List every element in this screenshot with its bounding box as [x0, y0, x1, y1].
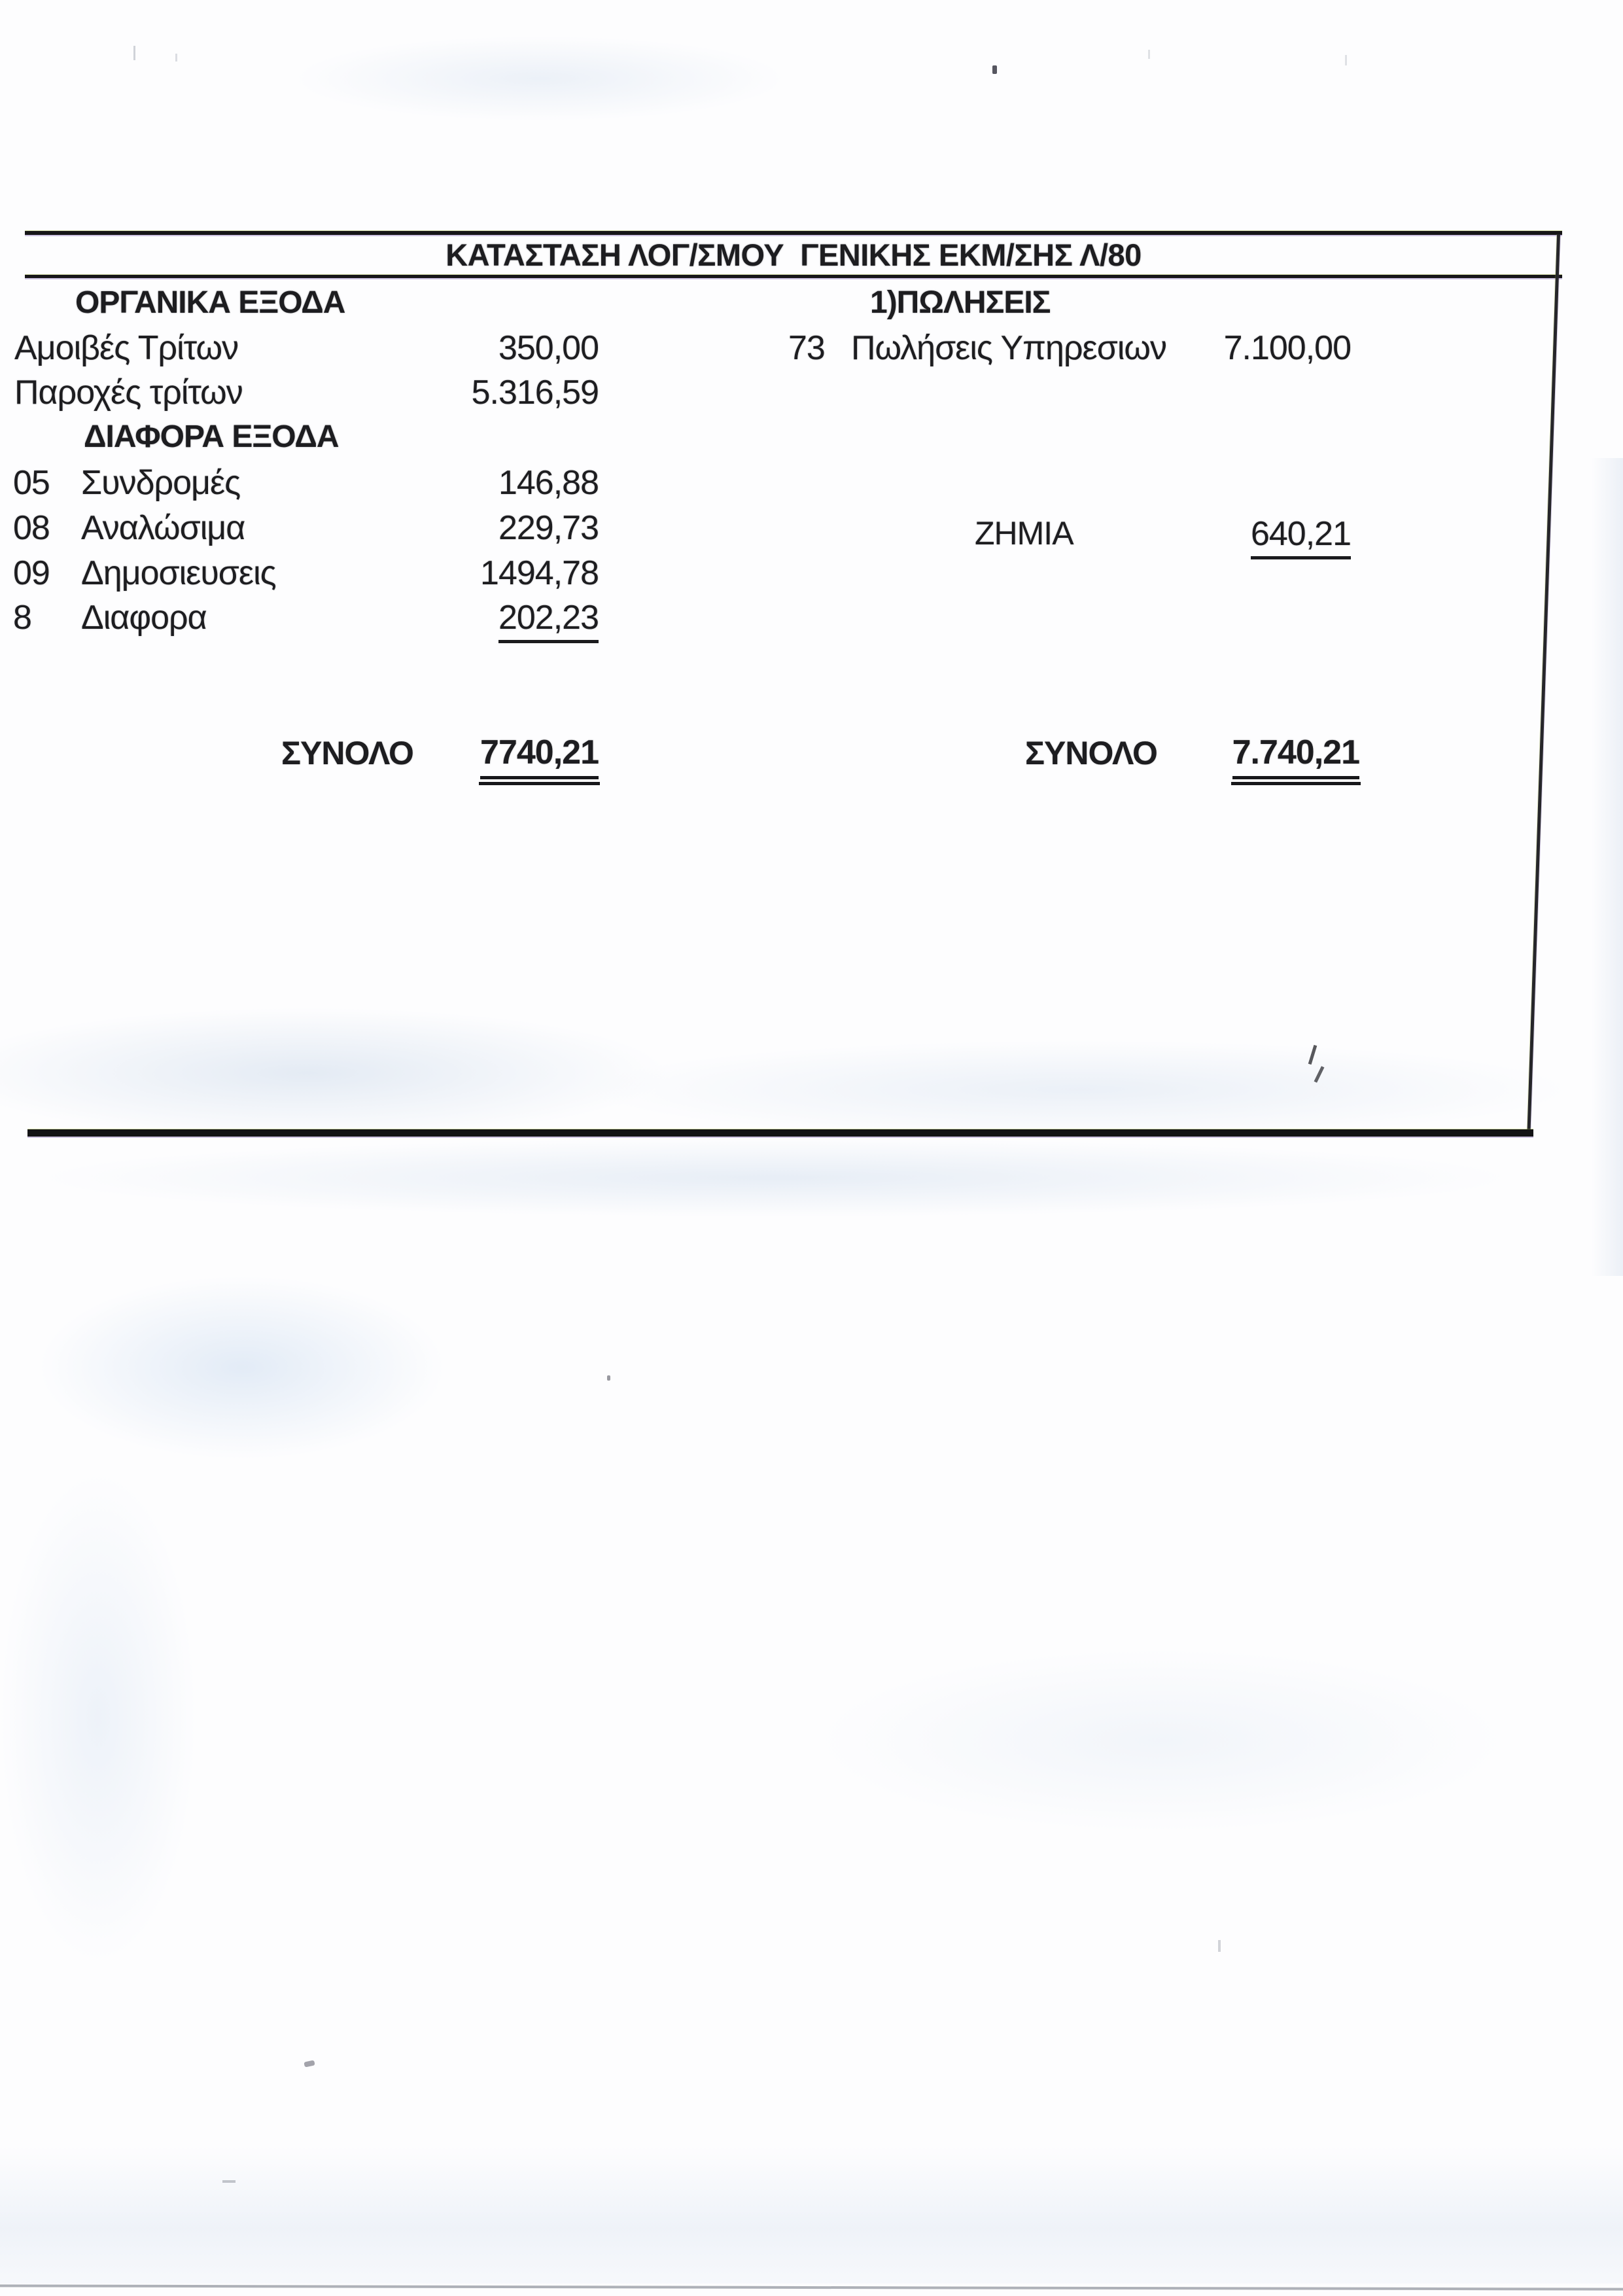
scan-shading: [294, 36, 785, 121]
double-underlined-amount: 7.740,21: [1232, 734, 1359, 779]
scan-speck: [222, 2180, 236, 2183]
expense-row-label: 08 Αναλώσιμα: [13, 509, 245, 547]
scan-shading: [0, 1008, 667, 1139]
expenses-section-header: ΟΡΓΑΝΙΚΑ ΕΞΟΔΑ: [75, 285, 345, 320]
expense-row-label: Αμοιβές Τρίτων: [14, 329, 239, 367]
scan-speck: [1345, 55, 1347, 65]
expense-row-value: [458, 599, 599, 643]
expense-row-value: 1494,78: [480, 554, 599, 592]
account-code: 73: [788, 329, 825, 367]
sales-total-label: ΣΥΝΟΛΟ: [1025, 735, 1157, 771]
loss-value: [1210, 516, 1351, 559]
scan-speck: [1218, 1940, 1221, 1952]
scan-shading: [1591, 458, 1623, 1276]
paper-bottom-edge: [0, 2284, 1623, 2290]
scan-speck: [1148, 50, 1150, 59]
scan-shading: [818, 1649, 1505, 1832]
double-underlined-amount: 7740,21: [480, 734, 599, 779]
scan-shading: [39, 1276, 445, 1459]
scan-speck: [175, 54, 177, 62]
various-expenses-subheader: ΔΙΑΦΟΡΑ ΕΞΟΔΑ: [84, 419, 339, 454]
scan-speck: [992, 65, 997, 74]
expense-row-label: Παροχές τρίτων: [14, 374, 243, 412]
table-top-rule-inner: [25, 275, 1562, 278]
scan-shading: [589, 1040, 1570, 1139]
expense-row-value: 229,73: [498, 509, 599, 547]
scan-shading: [0, 2146, 1623, 2284]
expenses-total-value: [458, 734, 599, 779]
underlined-amount: 640,21: [1251, 516, 1351, 559]
expense-row-label: 05 Συνδρομές: [13, 464, 241, 502]
expense-row-value: 5.316,59: [471, 374, 599, 412]
underlined-amount: 202,23: [498, 599, 599, 643]
table-top-rule-outer: [25, 231, 1562, 235]
pen-tick-mark: [1314, 1066, 1325, 1083]
scan-shading: [0, 1472, 196, 1963]
loss-label: ΖΗΜΙΑ: [975, 515, 1073, 552]
expense-row-label: 8 Διαφορα: [13, 599, 207, 637]
sales-row-label: 73 Πωλήσεις Υπηρεσιων: [788, 329, 1166, 367]
scan-speck: [133, 46, 135, 60]
scan-speck: [607, 1375, 610, 1381]
expense-row-value: 146,88: [498, 464, 599, 502]
account-code: 05: [13, 464, 50, 502]
document-title: ΚΑΤΑΣΤΑΣΗ ΛΟΓ/ΣΜΟΥ ΓΕΝΙΚΗΣ ΕΚΜ/ΣΗΣ Λ/80: [445, 238, 1142, 272]
account-code: 09: [13, 554, 50, 592]
pen-tick-mark: [1308, 1045, 1318, 1065]
expense-row-label: 09 Δημοσιευσεις: [13, 554, 276, 592]
account-code: 8: [13, 599, 31, 637]
sales-total-value: [1209, 734, 1359, 779]
scan-speck: [304, 2060, 315, 2067]
table-bottom-border: [27, 1129, 1533, 1137]
scan-shading: [39, 1139, 1511, 1217]
table-right-border: [1527, 234, 1560, 1133]
expense-row-value: 350,00: [498, 329, 599, 367]
expenses-total-label: ΣΥΝΟΛΟ: [281, 735, 413, 771]
account-code: 08: [13, 509, 50, 547]
sales-section-header: 1)ΠΩΛΗΣΕΙΣ: [870, 285, 1051, 320]
sales-row-value: 7.100,00: [1223, 329, 1351, 367]
